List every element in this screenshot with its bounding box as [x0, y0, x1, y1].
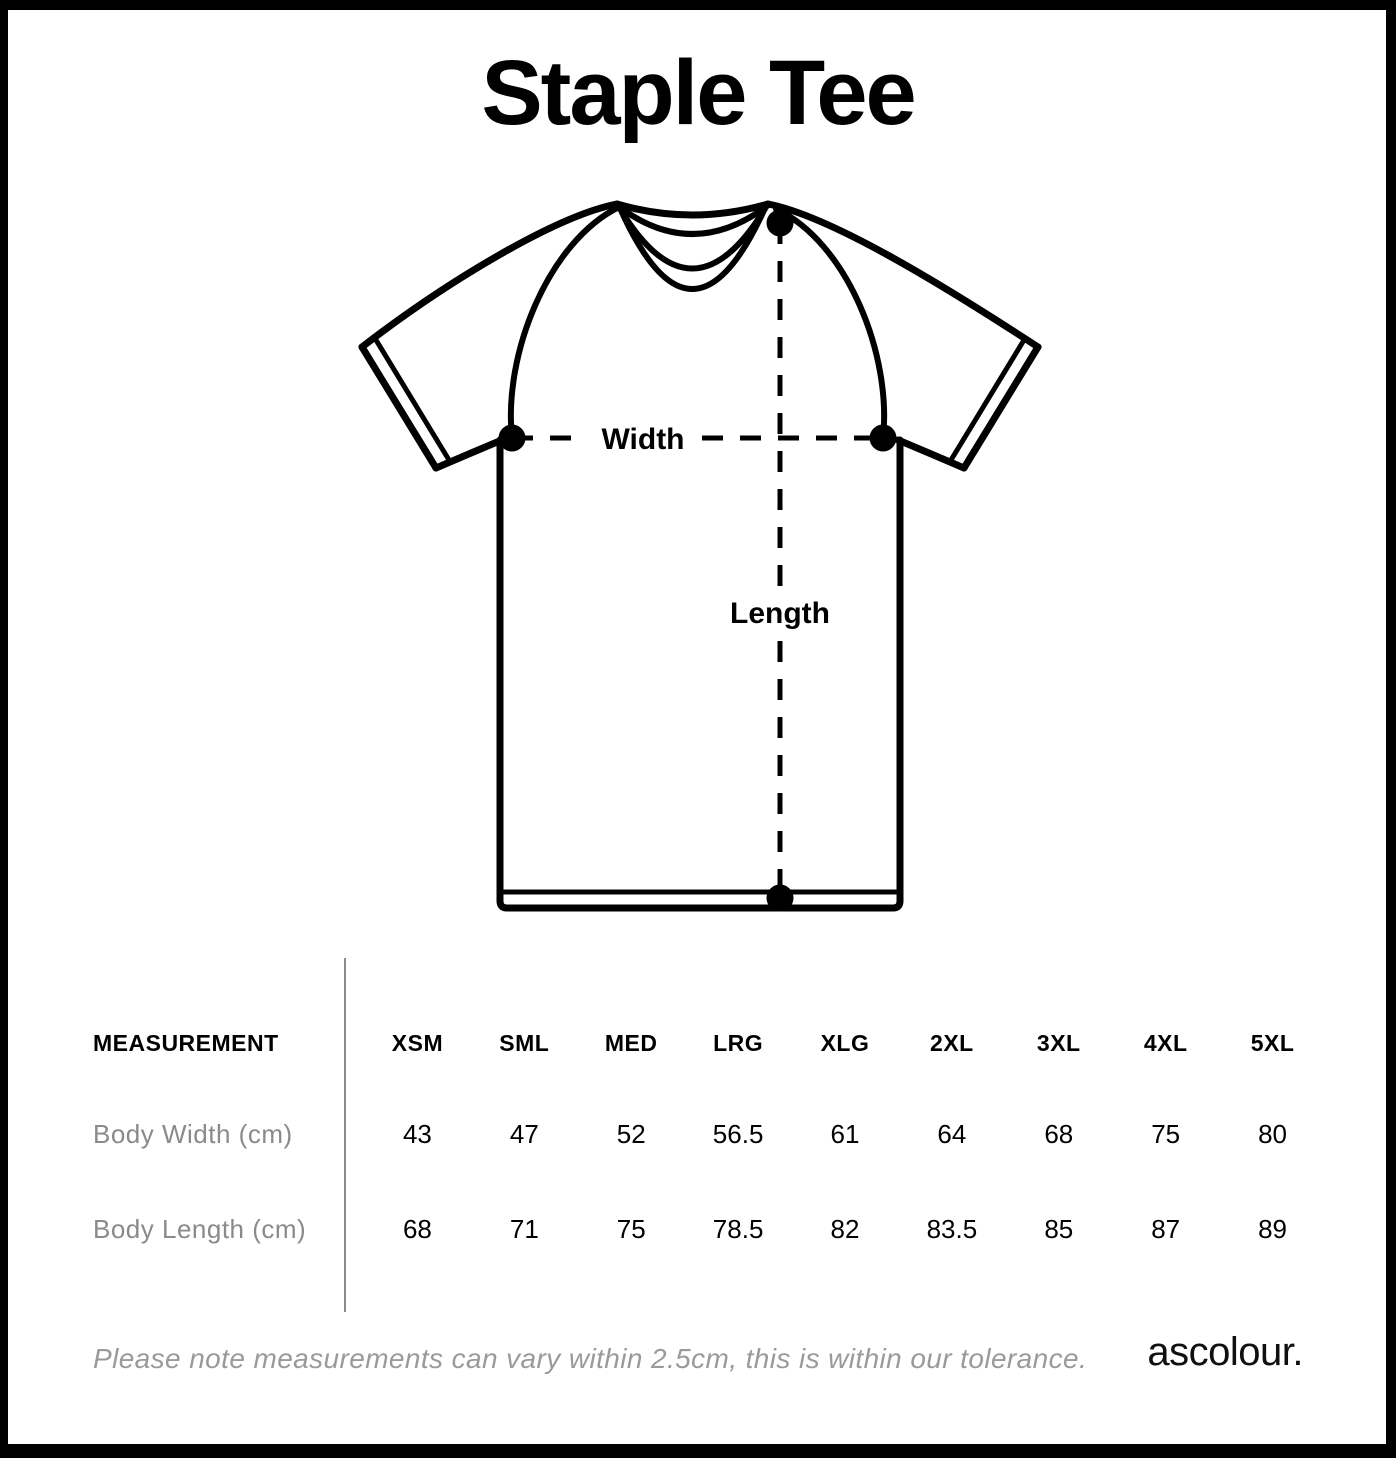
body-length-3xl: 85 [1044, 1214, 1074, 1244]
page-title: Staple Tee [481, 42, 915, 144]
body-length-row-label: Body Length (cm) [93, 1214, 307, 1244]
size-header-3xl: 3XL [1036, 1029, 1081, 1056]
body-length-row [93, 1214, 1326, 1242]
body-length-med: 75 [616, 1214, 646, 1244]
body-length-xlg: 82 [830, 1214, 860, 1244]
size-header-sml: SML [499, 1029, 550, 1056]
hem-measure-dot [767, 885, 794, 912]
size-table-header-row [93, 1029, 1326, 1057]
size-header-4xl: 4XL [1143, 1029, 1188, 1056]
size-header-xlg: XLG [820, 1029, 870, 1056]
body-width-5xl: 80 [1258, 1119, 1287, 1149]
body-width-4xl: 75 [1151, 1119, 1181, 1149]
body-width-row-label: Body Width (cm) [93, 1119, 293, 1149]
body-length-4xl: 87 [1151, 1214, 1181, 1244]
size-header-5xl: 5XL [1250, 1029, 1295, 1056]
body-length-5xl: 89 [1258, 1214, 1287, 1244]
body-width-sml: 47 [509, 1119, 539, 1149]
right-armpit-measure-dot [870, 425, 897, 452]
body-length-lrg: 78.5 [712, 1214, 764, 1244]
width-label: Width [601, 423, 685, 456]
body-width-row [93, 1119, 1326, 1147]
body-width-med: 52 [616, 1119, 646, 1149]
body-width-xsm: 43 [402, 1119, 432, 1149]
body-length-2xl: 83.5 [926, 1214, 978, 1244]
brand-logo: ascolour. [1147, 1330, 1303, 1374]
left-armpit-measure-dot [499, 425, 526, 452]
size-header-xsm: XSM [391, 1029, 444, 1056]
tshirt-collar [617, 204, 768, 289]
body-length-sml: 71 [509, 1214, 539, 1244]
length-label: Length [730, 597, 830, 630]
body-width-3xl: 68 [1044, 1119, 1074, 1149]
body-width-xlg: 61 [830, 1119, 860, 1149]
body-length-xsm: 68 [402, 1214, 432, 1244]
size-header-med: MED [604, 1029, 658, 1056]
tshirt-outline [362, 204, 1038, 908]
measurement-header: MEASUREMENT [93, 1029, 279, 1056]
tshirt-size-diagram [330, 180, 1070, 920]
body-width-lrg: 56.5 [712, 1119, 764, 1149]
tolerance-note: Please note measurements can vary within 2.5cm, this is within our tolerance. [93, 1343, 1088, 1374]
shoulder-measure-dot [767, 210, 794, 237]
body-width-2xl: 64 [937, 1119, 967, 1149]
size-header-2xl: 2XL [930, 1029, 974, 1056]
size-header-lrg: LRG [713, 1029, 764, 1056]
